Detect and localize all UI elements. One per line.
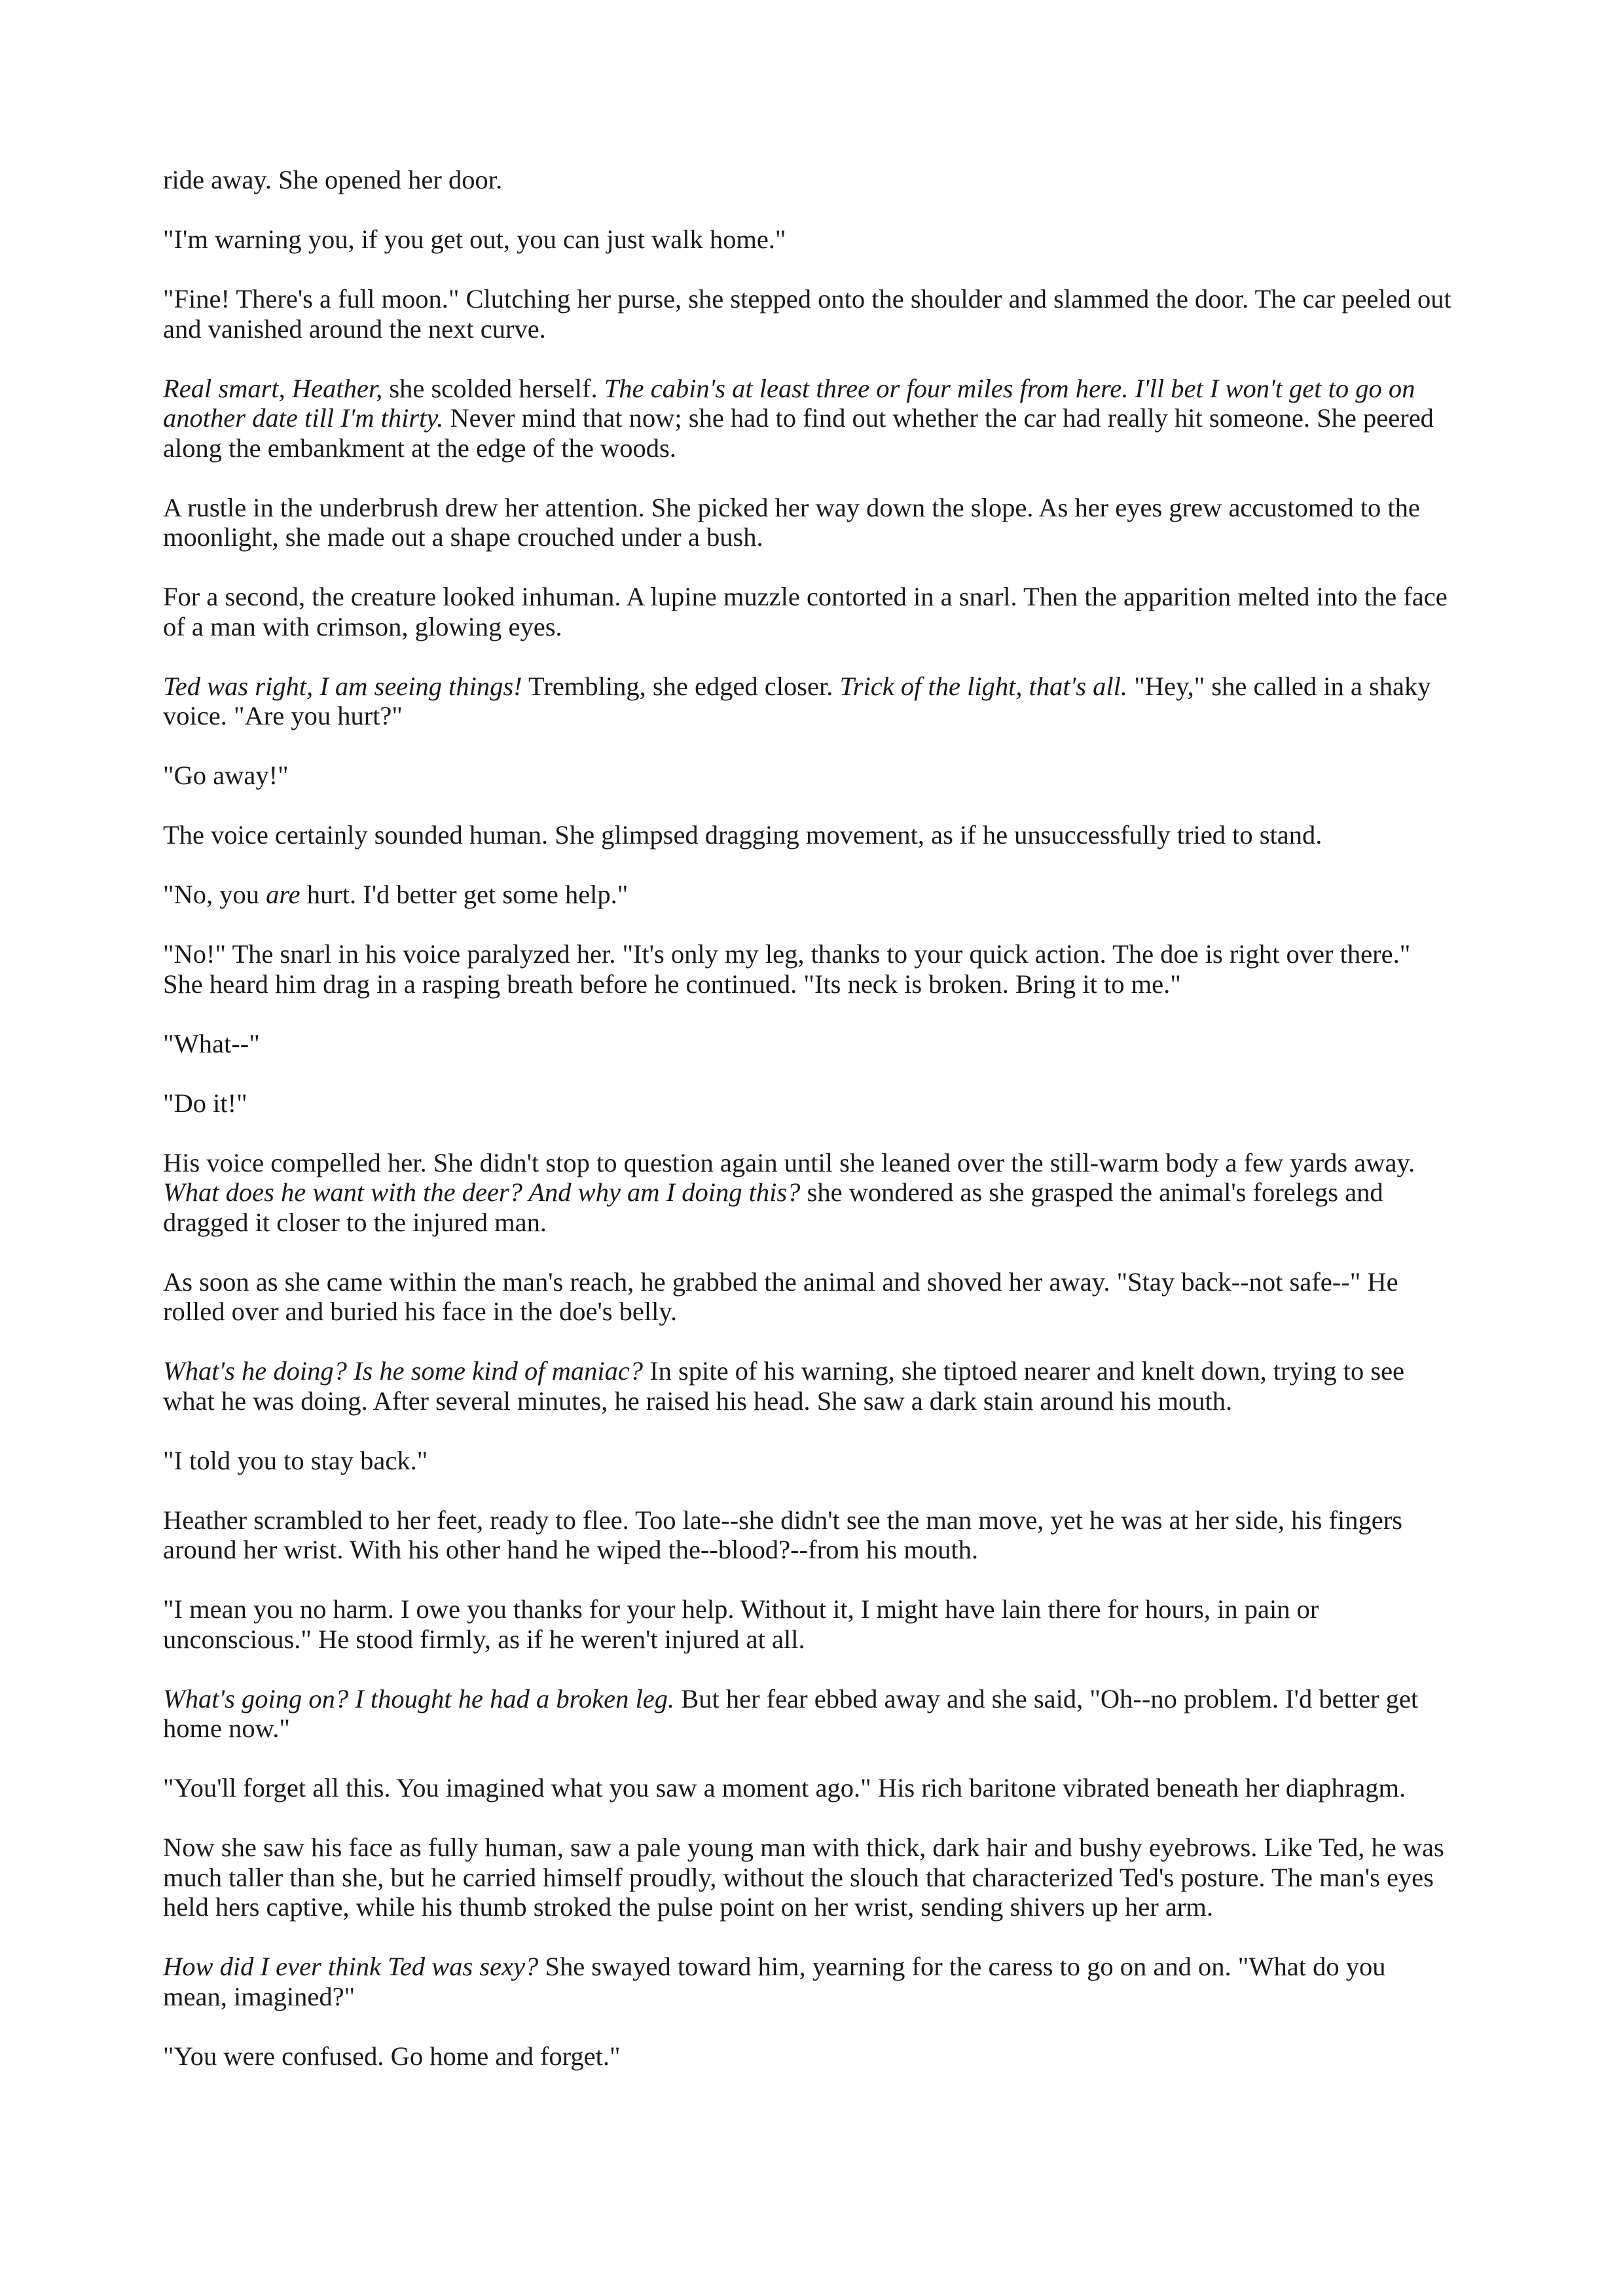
text-run: As soon as she came within the man's reach, he grabbed the animal and shoved her away. "Stay back--not safe--" He rolled over and buried his face in the doe's belly. <box>163 1266 1398 1326</box>
italic-text: What's going on? I thought he had a broken leg. <box>163 1683 675 1713</box>
text-run: Never mind that now; she had to find out whether the car had really hit someone. She peered along the embankment at the edge of the woods. <box>163 403 1434 463</box>
text-run: "No!" The snarl in his voice paralyzed her. "It's only my leg, thanks to your quick action. The doe is right over there." She heard him drag in a rasping breath before he continued. "Its neck is broken. Bring it to me." <box>163 939 1411 999</box>
paragraph <box>163 582 1456 641</box>
paragraph <box>163 939 1456 999</box>
paragraph <box>163 1088 1456 1119</box>
italic-text: Ted was right, I am seeing things! <box>163 671 522 701</box>
paragraph <box>163 1267 1456 1327</box>
paragraph <box>163 1505 1456 1565</box>
paragraph <box>163 820 1456 850</box>
text-run: "Fine! There's a full moon." Clutching her purse, she stepped onto the shoulder and slammed the door. The car peeled out and vanished around the next curve. <box>163 284 1451 344</box>
text-run: Now she saw his face as fully human, saw a pale young man with thick, dark hair and bushy eyebrows. Like Ted, he was much taller than she, but he carried himself proudly, without the slouch that characterized Ted's posture. The man's eyes held hers captive, while his thumb stroked the pulse point on her wrist, sending shivers up her arm. <box>163 1833 1444 1922</box>
text-run: "No, you <box>163 880 266 909</box>
text-run: "Hey," she called in a shaky voice. "Are you hurt?" <box>163 671 1431 730</box>
text-run: His voice compelled her. She didn't stop to question again until she leaned over the still-warm body a few yards away. <box>163 1147 1415 1177</box>
italic-text: What's he doing? Is he some kind of maniac? <box>163 1356 644 1386</box>
document-body <box>163 165 1456 2071</box>
text-run: "I'm warning you, if you get out, you can just walk home." <box>163 224 786 254</box>
paragraph <box>163 1833 1456 1922</box>
paragraph <box>163 880 1456 910</box>
text-run: A rustle in the underbrush drew her attention. She picked her way down the slope. As her eyes grew accustomed to the moonlight, she made out a shape crouched under a bush. <box>163 492 1420 552</box>
paragraph <box>163 1952 1456 2011</box>
text-run: she wondered as she grasped the animal's forelegs and dragged it closer to the injured man. <box>163 1177 1383 1237</box>
text-run: ride away. She opened her door. <box>163 165 503 194</box>
paragraph <box>163 1684 1456 1744</box>
text-run: The voice certainly sounded human. She glimpsed dragging movement, as if he unsuccessfully tried to stand. <box>163 820 1322 850</box>
paragraph <box>163 284 1456 344</box>
text-run: "I mean you no harm. I owe you thanks for your help. Without it, I might have lain there for hours, in pain or unconscious." He stood firmly, as if he weren't injured at all. <box>163 1594 1319 1654</box>
italic-text: Trick of the light, that's all. <box>839 671 1128 701</box>
paragraph <box>163 1029 1456 1059</box>
text-run: "What--" <box>163 1028 260 1058</box>
paragraph <box>163 1446 1456 1476</box>
paragraph <box>163 493 1456 552</box>
italic-text: Real smart, Heather, <box>163 373 383 403</box>
text-run: Trembling, she edged closer. <box>522 671 840 701</box>
text-run: Heather scrambled to her feet, ready to flee. Too late--she didn't see the man move, yet he was at her side, his fingers around her wrist. With his other hand he wiped the--blood?--from his mouth. <box>163 1505 1403 1564</box>
paragraph <box>163 1148 1456 1238</box>
italic-text: What does he want with the deer? And why am I doing this? <box>163 1177 801 1207</box>
text-run: "Do it!" <box>163 1088 247 1118</box>
paragraph <box>163 761 1456 791</box>
text-run: she scolded herself. <box>382 373 604 403</box>
paragraph <box>163 1594 1456 1654</box>
italic-text: are <box>266 880 301 909</box>
text-run: "Go away!" <box>163 761 289 790</box>
text-run: "I told you to stay back." <box>163 1445 428 1475</box>
paragraph <box>163 672 1456 731</box>
paragraph <box>163 2041 1456 2072</box>
italic-text: How did I ever think Ted was sexy? <box>163 1952 539 1981</box>
text-run: She swayed toward him, yearning for the caress to go on and on. "What do you mean, imagined?" <box>163 1952 1386 2011</box>
paragraph <box>163 224 1456 255</box>
text-run: In spite of his warning, she tiptoed nearer and knelt down, trying to see what he was doing. After several minutes, he raised his head. She saw a dark stain around his mouth. <box>163 1356 1405 1416</box>
paragraph <box>163 374 1456 463</box>
paragraph <box>163 1356 1456 1416</box>
paragraph <box>163 165 1456 195</box>
text-run: For a second, the creature looked inhuman. A lupine muzzle contorted in a snarl. Then the apparition melted into the face of a man with crimson, glowing eyes. <box>163 582 1448 641</box>
text-run: "You were confused. Go home and forget." <box>163 2041 621 2071</box>
text-run: "You'll forget all this. You imagined what you saw a moment ago." His rich baritone vibrated beneath her diaphragm. <box>163 1773 1406 1803</box>
italic-text: The cabin's at least three or four miles from here. I'll bet I won't get to go on another date till I'm thirty. <box>163 373 1415 433</box>
text-run: But her fear ebbed away and she said, "Oh--no problem. I'd better get home now." <box>163 1683 1419 1743</box>
paragraph <box>163 1773 1456 1803</box>
text-run: hurt. I'd better get some help." <box>300 880 629 909</box>
